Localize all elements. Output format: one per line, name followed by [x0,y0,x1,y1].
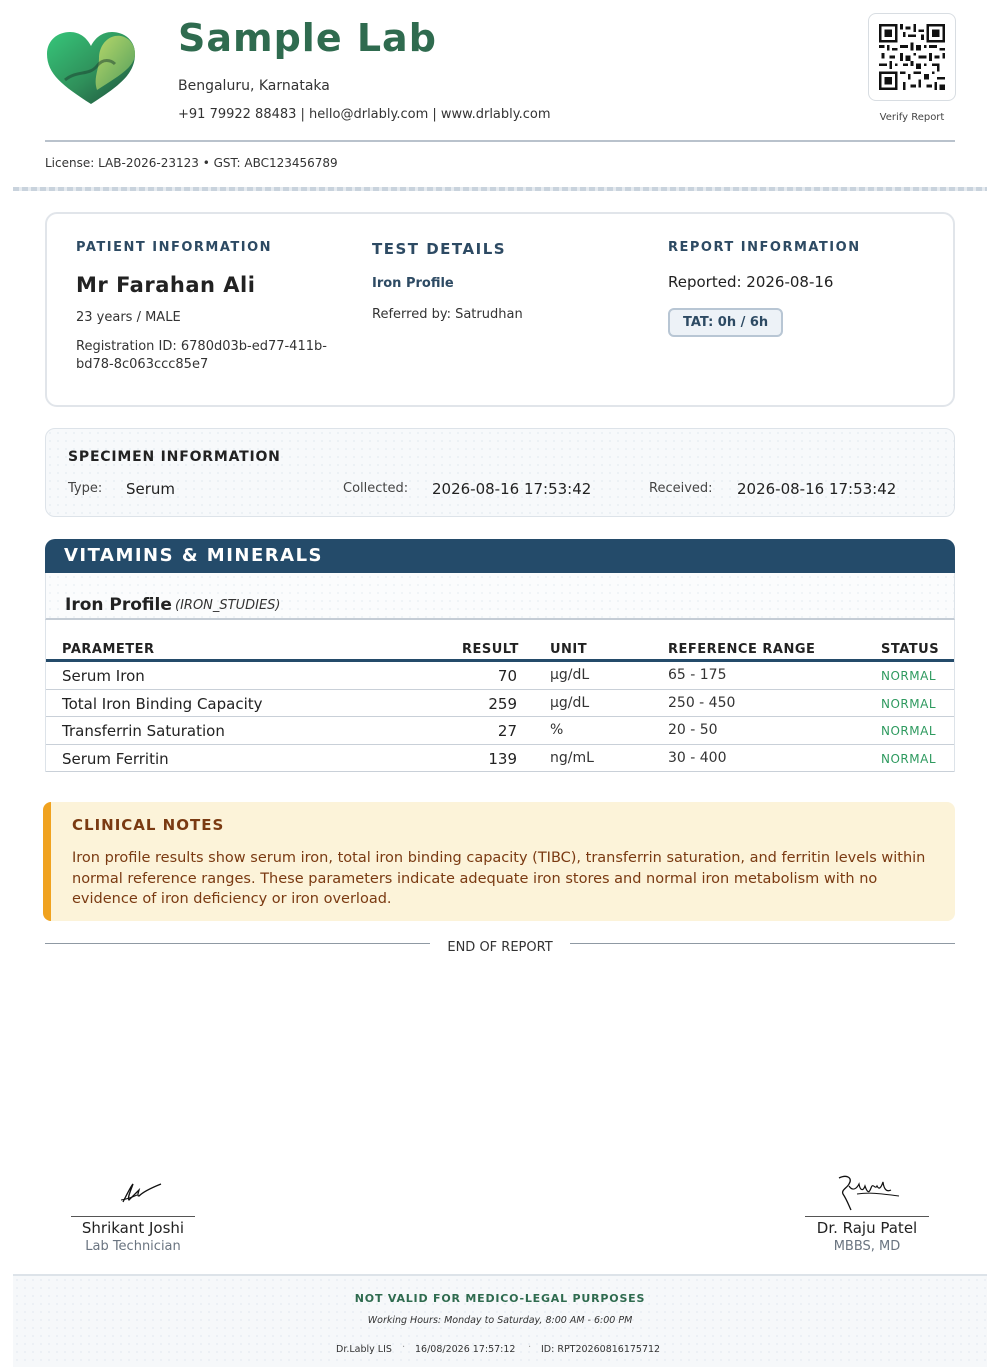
table-row [46,717,954,745]
footer-validity: NOT VALID FOR MEDICO-LEGAL PURPOSES [354,1292,646,1305]
lab-contact: +91 79922 88483 | hello@drlably.com | www.drlably.com [178,107,551,122]
range-cell: 250 - 450 [668,694,736,711]
profile-row [45,573,955,620]
col-reference-range: REFERENCE RANGE [668,642,816,657]
patient-name: Mr Farahan Ali [76,273,256,297]
table-header [46,620,954,662]
info-card [45,212,955,407]
report-info [668,240,938,337]
signature-line [71,1216,195,1217]
dotted-divider [13,187,987,191]
unit-cell: % [550,722,564,738]
table-row [46,662,954,690]
specimen-type-label: Type: [68,481,103,496]
footer-separator: · [528,1342,532,1353]
unit-cell: µg/dL [550,694,590,711]
footer-separator: · [402,1342,406,1353]
result-cell: 27 [497,722,517,740]
section-title: VITAMINS & MINERALS [64,545,324,566]
status-badge: NORMAL [881,751,937,766]
signatory-role: Lab Technician [85,1239,181,1254]
lab-city: Bengaluru, Karnataka [178,78,330,94]
profile-code: (IRON_STUDIES) [175,598,281,613]
registration-id: Registration ID: 6780d03b-ed77-411b-bd78-8c063ccc85e7 [76,339,327,372]
test-details-title: TEST DETAILS [372,240,507,258]
received-value: 2026-08-16 17:53:42 [737,480,897,498]
specimen-type-value: Serum [126,480,176,498]
parameter-cell: Transferrin Saturation [62,722,225,740]
range-cell: 65 - 175 [668,667,727,683]
lab-name: Sample Lab [178,16,437,60]
reported-date: Reported: 2026-08-16 [668,273,834,291]
collected-value: 2026-08-16 17:53:42 [432,480,592,498]
footer-hours: Working Hours: Monday to Saturday, 8:00 AM - 6:00 PM [367,1315,633,1326]
col-status: STATUS [881,642,940,657]
parameter-cell: Serum Iron [62,667,145,685]
table-row [46,745,954,773]
signature-line [805,1216,929,1217]
signature-left [71,1172,195,1254]
range-cell: 20 - 50 [668,722,718,738]
qr-code-icon[interactable] [868,13,956,101]
result-cell: 259 [488,694,517,713]
results-table [45,620,955,772]
status-badge: NORMAL [881,669,937,683]
footer-system: Dr.Lably LIS [336,1344,392,1355]
signatory-name: Shrikant Joshi [81,1219,185,1237]
signature-right-icon [827,1172,907,1212]
footer-report-id: ID: RPT20260816175712 [541,1344,661,1355]
table-row [46,690,954,718]
verify-report-label: Verify Report [879,112,945,123]
range-cell: 30 - 400 [668,749,727,766]
patient-info-title: PATIENT INFORMATION [76,240,273,255]
end-divider-right [570,943,955,944]
test-name: Iron Profile [372,276,454,291]
parameter-cell: Serum Ferritin [62,749,169,768]
end-divider-left [45,943,430,944]
test-details [372,240,632,322]
signature-left-icon [103,1172,163,1212]
patient-info [76,240,346,374]
tat-badge: TAT: 0h / 6h [668,308,783,337]
footer-generated: 16/08/2026 17:57:12 [415,1344,516,1355]
result-cell: 139 [488,749,517,768]
parameter-cell: Total Iron Binding Capacity [62,694,263,713]
status-badge: NORMAL [881,724,937,738]
signatory-name: Dr. Raju Patel [816,1219,918,1237]
unit-cell: µg/dL [550,667,590,683]
report-footer [13,1274,987,1367]
signatory-role: MBBS, MD [833,1239,901,1254]
clinical-notes-title: CLINICAL NOTES [72,816,225,834]
profile-name: Iron Profile [65,595,172,615]
clinical-notes [43,802,955,921]
received-label: Received: [649,481,713,496]
signature-right [805,1172,929,1254]
col-result: RESULT [462,642,519,657]
specimen-title: SPECIMEN INFORMATION [68,449,281,465]
result-cell: 70 [497,667,517,685]
status-badge: NORMAL [881,696,937,711]
unit-cell: ng/mL [550,749,594,766]
collected-label: Collected: [343,481,409,496]
clinical-notes-body: Iron profile results show serum iron, total iron binding capacity (TIBC), transferrin saturation, and ferritin levels within normal reference ranges. These parameters indicate adequate iron stores and normal iron metabolism with no evidence of iron deficiency or iron overload. [72,850,926,907]
report-info-title: REPORT INFORMATION [668,240,861,255]
col-unit: UNIT [550,642,588,657]
section-header [45,539,955,573]
lab-logo-icon [45,30,137,106]
patient-age-sex: 23 years / MALE [76,310,181,325]
report-header [45,12,955,142]
col-parameter: PARAMETER [62,642,155,657]
end-of-report: END OF REPORT [447,940,553,955]
specimen-info [45,428,955,517]
license-info: License: LAB-2026-23123 • GST: ABC123456789 [45,156,338,170]
referred-by: Referred by: Satrudhan [372,307,523,322]
header-divider [45,140,955,142]
